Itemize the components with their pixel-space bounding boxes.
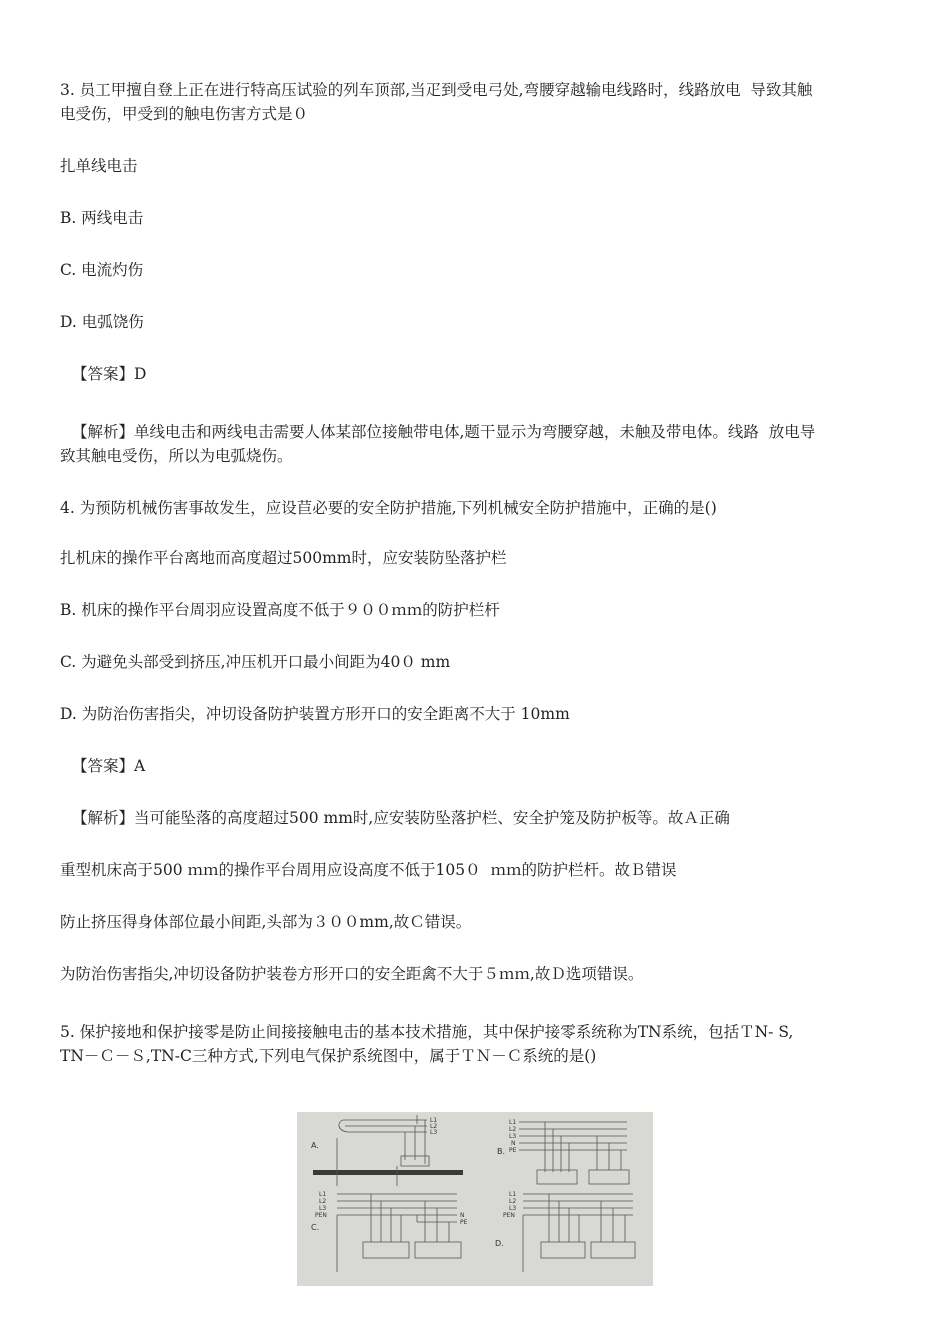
diagram-c-line-l2: L2: [319, 1198, 327, 1205]
q3-analysis-line1: 【解析】单线电击和两线电击需要人体某部位接触带电体,题干显示为弯腰穿越，未触及带电体。线路 放电导: [72, 423, 816, 441]
q5-stem-line1: 5. 保护接地和保护接零是防止间接接触电击的基本技术措施，其中保护接零系统称为TN系统，包括ＴN- S,: [60, 1023, 794, 1041]
diagram-a-line-l2: L2: [430, 1123, 438, 1130]
q3-stem-line1: 3. 员工甲擅自登上正在进行特高压试验的列车顶部,当疋到受电弓处,弯腰穿越输电线路时，线路放电 导致其触: [60, 81, 813, 99]
q4-analysis-2: 重型机床高于500 ｍｍ的操作平台周用应设高度不低于105０ ｍｍ的防护栏杆。故Ｂ错误: [60, 861, 677, 879]
diagram-b-line-l1: L1: [509, 1119, 517, 1126]
diagram-a: [337, 1115, 429, 1186]
diagram-d-label: D.: [495, 1239, 504, 1248]
diagram-b-line-pe: PE: [509, 1147, 517, 1154]
diagram-b: [519, 1122, 629, 1184]
diagram-a-label: A.: [311, 1141, 319, 1150]
q4-option-b: B. 机床的操作平台周羽应设置高度不低于９００ｍｍ的防护栏杆: [60, 601, 500, 619]
q3-option-b: B. 两线电击: [60, 209, 144, 227]
diagram-d-line-l2: L2: [509, 1198, 517, 1205]
q3-option-c: C. 电流灼伤: [60, 261, 144, 279]
diagram-c-line-l3: L3: [319, 1205, 327, 1212]
q4-analysis-1: 【解析】当可能坠落的高度超过500 mm时,应安装防坠落护栏、安全护笼及防护板等。故Ａ正确: [72, 809, 730, 827]
q4-option-c: C. 为避免头部受到挤压,冲压机开口最小间距为40０ mm: [60, 653, 451, 671]
diagram-c: [337, 1194, 461, 1272]
diagram-d-line-l1: L1: [509, 1191, 517, 1198]
diagram-a-line-l3: L3: [430, 1129, 438, 1136]
protection-system-diagrams: [297, 1112, 653, 1286]
q4-option-a: 扎机床的操作平台离地而高度超过500mm时，应安装防坠落护栏: [60, 549, 507, 567]
diagram-b-label: B.: [497, 1147, 506, 1156]
diagram-c-right-n: N: [460, 1212, 465, 1219]
diagram-d-line-l3: L3: [509, 1205, 517, 1212]
q5-stem-line2: TN－Ｃ－Ｓ,TN-C三种方式,下列电气保护系统图中，属于ＴＮ－Ｃ系统的是(): [60, 1047, 597, 1065]
diagram-b-line-n: N: [511, 1140, 516, 1147]
diagram-c-line-l1: L1: [319, 1191, 327, 1198]
q4-option-d: D. 为防治伤害指尖，冲切设备防护装置方形开口的安全距离不大于 10mm: [60, 705, 570, 723]
diagram-c-right-pe: PE: [460, 1219, 468, 1226]
separator-bar: [313, 1170, 463, 1175]
q3-option-d: D. 电弧饶伤: [60, 313, 144, 331]
q4-stem: 4. 为预防机械伤害事故发生，应设苣必要的安全防护措施,下列机械安全防护措施中，正确的是(): [60, 499, 717, 517]
diagram-c-label: C.: [311, 1223, 320, 1232]
q3-analysis-line2: 致其触电受伤，所以为电弧烧伤。: [60, 447, 293, 465]
diagram-c-line-pen: PEN: [315, 1212, 327, 1219]
q4-analysis-3: 防止挤压得身体部位最小间距,头部为３００mm,故Ｃ错误。: [60, 913, 472, 931]
q4-answer: 【答案】A: [72, 757, 146, 775]
diagram-b-line-l2: L2: [509, 1126, 517, 1133]
q4-analysis-4: 为防治伤害指尖,冲切设备防护装卷方形开口的安全距禽不大于５ｍｍ,故Ｄ选项错误。: [60, 965, 644, 983]
diagram-d: [523, 1194, 635, 1272]
q3-stem-line2: 电受伤，甲受到的触电伤害方式是０: [60, 105, 309, 123]
diagram-a-line-l1: L1: [430, 1117, 438, 1124]
diagram-b-line-l3: L3: [509, 1133, 517, 1140]
diagram-d-line-pen: PEN: [503, 1212, 515, 1219]
q3-answer: 【答案】D: [72, 365, 147, 383]
q3-option-a: 扎单线电击: [60, 157, 138, 175]
